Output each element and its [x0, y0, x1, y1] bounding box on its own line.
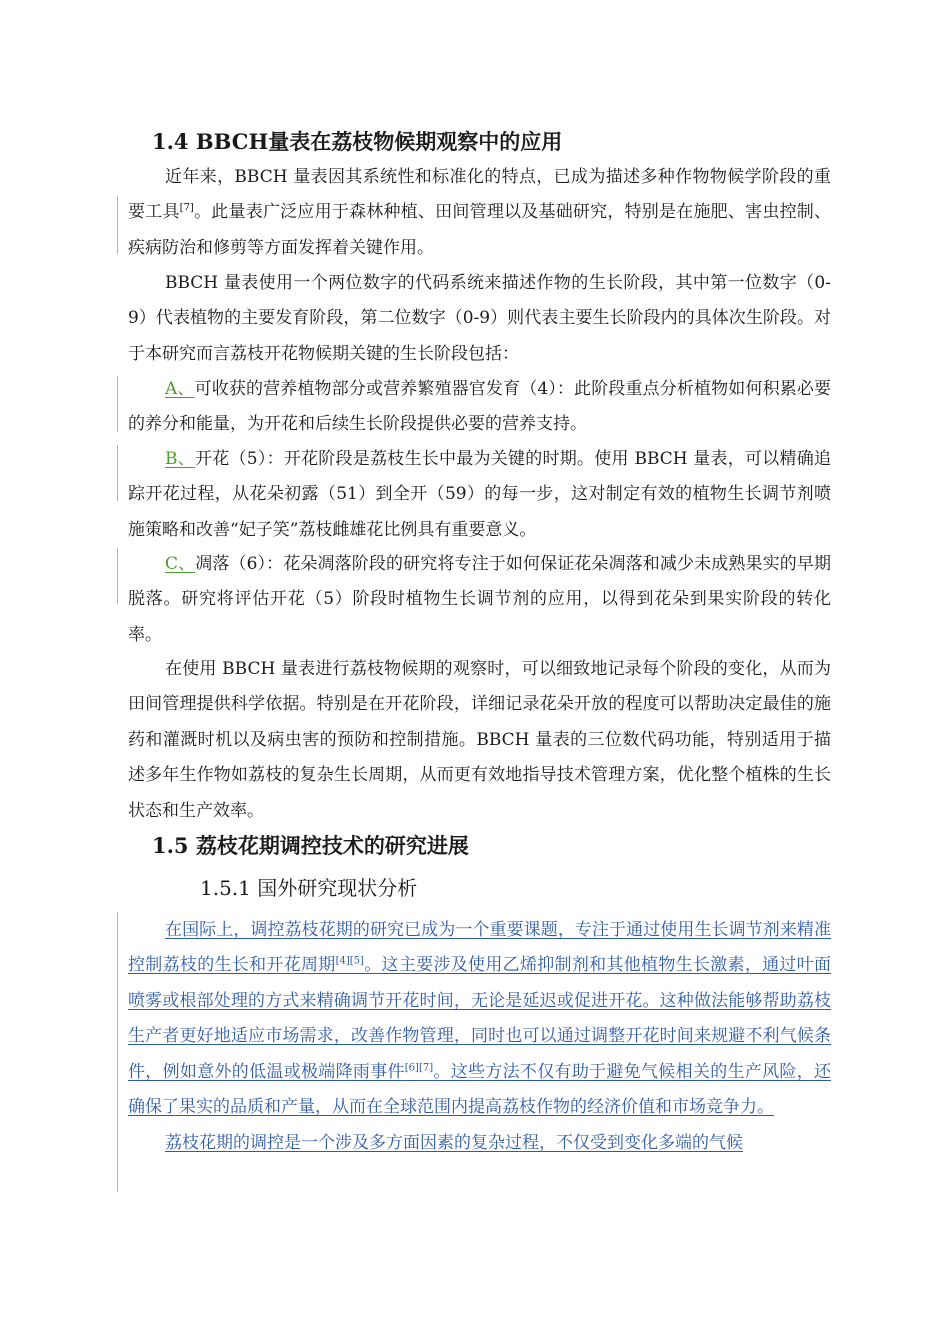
- paragraph-text: 。此量表广泛应用于森林种植、田间管理以及基础研究，特别是在施肥、害虫控制、疾病防治和修剪等方面发挥着关键作用。: [128, 202, 832, 258]
- paragraph-bbch-intro: [128, 160, 831, 266]
- list-item-a: [128, 372, 831, 443]
- list-item-b: [128, 442, 831, 548]
- subsection-heading-1-5-1: 1.5.1 国外研究现状分析: [200, 876, 418, 900]
- paragraph-bbch-usage: 在使用 BBCH 量表进行荔枝物候期的观察时，可以细致地记录每个阶段的变化，从而为田间管理提供科学依据。特别是在开花阶段，详细记录花朵开放的程度可以帮助决定最佳的施药和灌溉时机以及病虫害的预防和控制措施。BBCH 量表的三位数代码功能，特别适用于描述多年生作物如荔枝的复杂生长周期，从而更有效地指导技术管理方案，优化整个植株的生长状态和生产效率。: [128, 659, 831, 821]
- list-marker-a: A、: [165, 379, 195, 399]
- paragraph-text: 。: [363, 955, 382, 976]
- list-marker-c: C、: [165, 554, 196, 574]
- section-heading-1-4: 1.4 BBCH量表在荔枝物候期观察中的应用: [152, 129, 563, 154]
- revision-bar: [117, 376, 118, 432]
- paragraph-text: 近年来，BBCH 量表因其系统性和标准化的特点，已成为描述多种作物物候学阶段的重要工具: [128, 167, 831, 223]
- paragraph-foreign-research: [128, 913, 831, 1125]
- paragraph-bbch-code: BBCH 量表使用一个两位数字的代码系统来描述作物的生长阶段，其中第一位数字（0-9）代表植物的主要发育阶段，第二位数字（0-9）则代表主要生长阶段内的具体次生阶段。对于本研究而言荔枝开花物候期关键的生长阶段包括：: [128, 273, 831, 364]
- revision-bar: [117, 445, 118, 501]
- list-marker-b: B、: [165, 449, 195, 469]
- list-item-text: 凋落（6）：花朵凋落阶段的研究将专注于如何保证花朵凋落和减少未成熟果实的早期脱落。研究将评估开花（5）阶段时植物生长调节剂的应用，以得到花朵到果实阶段的转化率。: [128, 554, 831, 645]
- paragraph-text: 。这些方法不仅有助于避免气候相关的生产风险，还确保了果实的品质和产量，从而在全球范围内提高荔枝作物的经济价值和市场竞争力。: [128, 1061, 831, 1118]
- revision-bar: [117, 912, 118, 1192]
- citation-ref[interactable]: [7]: [418, 1061, 434, 1073]
- paragraph-text: 在国际上，调控荔枝花期的研究已成为一个重要课题，专注于通过使用生长调节剂来精准控制荔枝的生长和开花周期: [128, 920, 831, 976]
- citation-ref[interactable]: [4][5]: [335, 955, 364, 967]
- revision-bar: [117, 548, 118, 604]
- list-item-text: 开花（5）：开花阶段是荔枝生长中最为关键的时期。使用 BBCH 量表，可以精确追踪开花过程，从花朵初露（51）到全开（59）的每一步，这对制定有效的植物生长调节剂喷施策略和改善“妃子笑”荔枝雌雄花比例具有重要意义。: [128, 449, 831, 540]
- paragraph-text: 这主要涉及使用乙烯抑制剂和其他植物生长激素，通过叶面喷雾或根部处理的方式来精确调节开花时间，无论是延迟或促进开花。这种做法能够帮助荔枝生产者更好地适应市场需求，改善作物管理，同时也可以通过调整开花时间来规避不利气候条件，例如意外的低温或极端降雨事件: [128, 955, 832, 1082]
- revision-bar: [117, 196, 118, 254]
- list-item-c: [128, 547, 831, 653]
- citation-ref[interactable]: [6]: [404, 1061, 419, 1073]
- paragraph-flowering-regulation: 荔枝花期的调控是一个涉及多方面因素的复杂过程，不仅受到变化多端的气候: [165, 1133, 743, 1153]
- list-item-text: 可收获的营养植物部分或营养繁殖器官发育（4）：此阶段重点分析植物如何积累必要的养分和能量，为开花和后续生长阶段提供必要的营养支持。: [128, 379, 831, 435]
- section-heading-1-5: 1.5 荔枝花期调控技术的研究进展: [152, 833, 469, 858]
- citation-ref[interactable]: [7]: [179, 202, 194, 214]
